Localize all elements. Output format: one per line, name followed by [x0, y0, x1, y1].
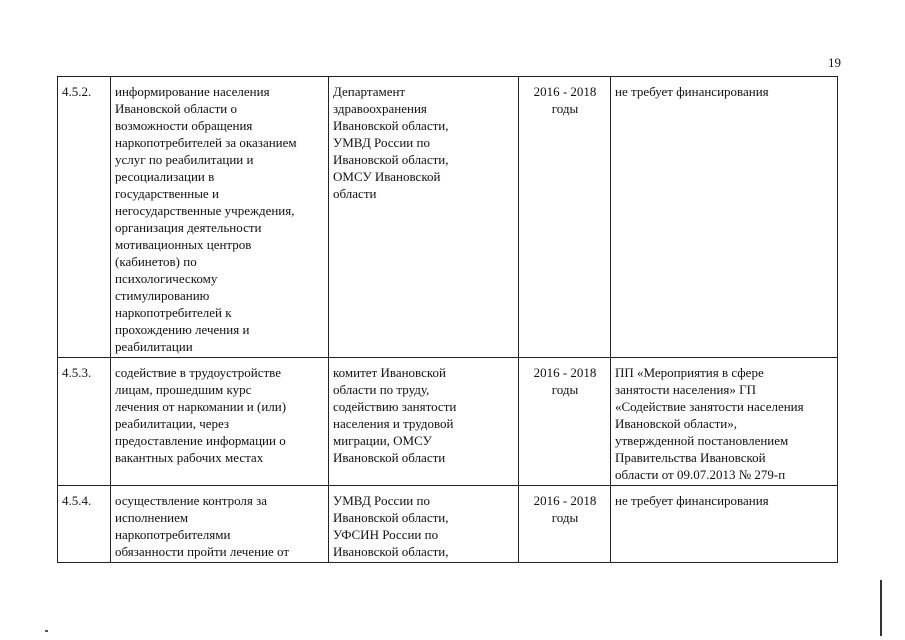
item-number-cell: 4.5.4. [58, 486, 111, 563]
page-number: 19 [828, 55, 841, 70]
financing-cell: ПП «Мероприятия в сфере занятости населения» ГП «Содействие занятости населения Ивановской области», утвержденной постановлением Правительства Ивановской области от 09.07.2013 № 279-п [611, 358, 838, 486]
item-number-cell: 4.5.2. [58, 77, 111, 358]
table-row [58, 77, 838, 358]
financing-cell: не требует финансирования [611, 77, 838, 358]
executor-cell: УМВД России по Ивановской области, УФСИН России по Ивановской области, [329, 486, 519, 563]
executor-cell: комитет Ивановской области по труду, содействию занятости населения и трудовой миграции, ОМСУ Ивановской области [329, 358, 519, 486]
scan-speck [45, 630, 48, 632]
table-row [58, 358, 838, 486]
event-description-cell: содействие в трудоустройстве лицам, прошедшим курс лечения от наркомании и (или) реабилитации, через предоставление информации о вакантных рабочих местах [111, 358, 329, 486]
event-description-cell: информирование населения Ивановской области о возможности обращения наркопотребителей за оказанием услуг по реабилитации и ресоциализации в государственные и негосударственные учреждения, организация деятельности мотивационных центров (кабинетов) по психологическому стимулированию наркопотребителей к прохождению лечения и реабилитации [111, 77, 329, 358]
term-cell: 2016 - 2018 годы [519, 77, 611, 358]
financing-cell: не требует финансирования [611, 486, 838, 563]
executor-cell: Департамент здравоохранения Ивановской области, УМВД России по Ивановской области, ОМСУ Ивановской области [329, 77, 519, 358]
measures-table [57, 76, 838, 563]
term-cell: 2016 - 2018 годы [519, 486, 611, 563]
term-cell: 2016 - 2018 годы [519, 358, 611, 486]
item-number-cell: 4.5.3. [58, 358, 111, 486]
scan-edge-mark [880, 580, 882, 636]
event-description-cell: осуществление контроля за исполнением наркопотребителями обязанности пройти лечение от [111, 486, 329, 563]
table-row [58, 486, 838, 563]
